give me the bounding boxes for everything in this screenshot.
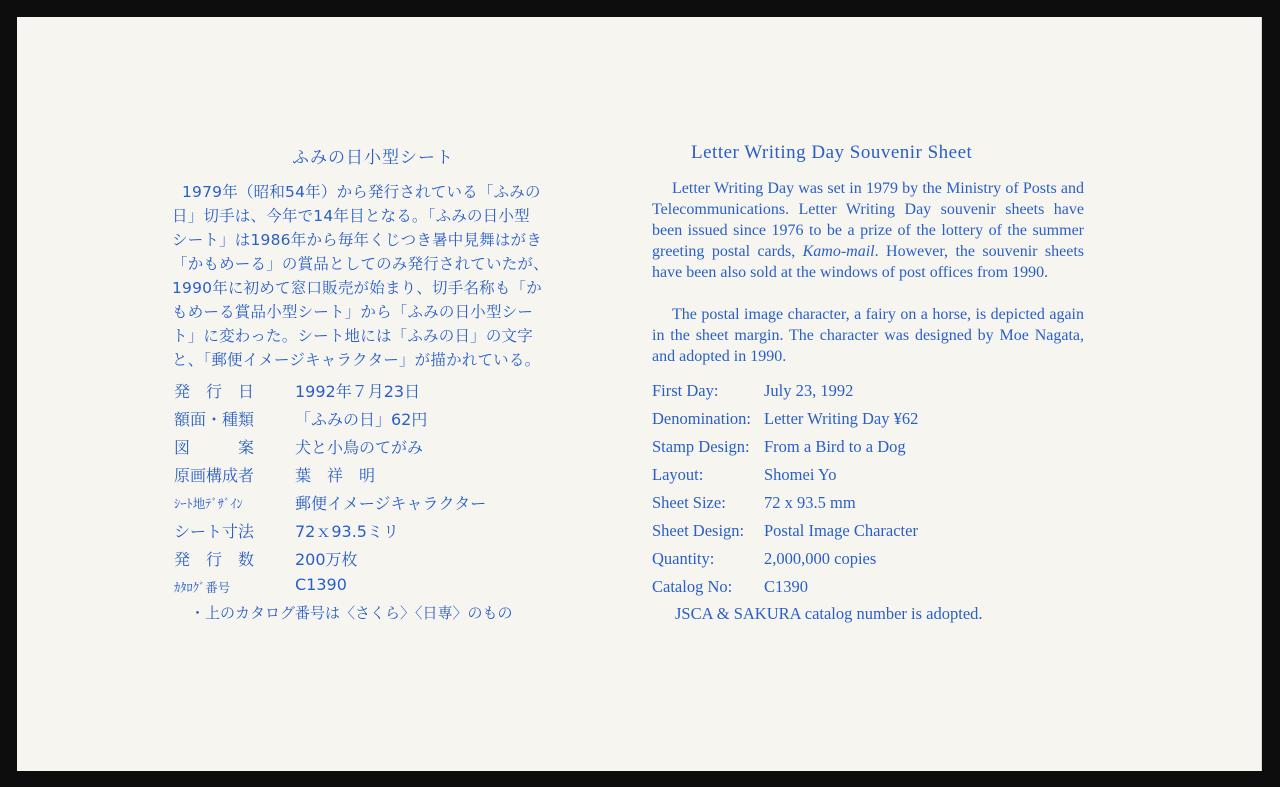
jp-paragraph-line: ト」に変わった。シート地には「ふみの日」の文字 bbox=[172, 327, 533, 345]
en-value-quantity: 2,000,000 copies bbox=[764, 549, 877, 568]
jp-label-sheet-size: シート寸法 bbox=[174, 522, 255, 541]
jp-title: ふみの日小型シート bbox=[292, 148, 454, 168]
en-value-first-day: July 23, 1992 bbox=[764, 381, 854, 400]
en-value-denomination: Letter Writing Day ¥62 bbox=[764, 409, 919, 428]
en-value-sheet-size: 72 x 93.5 mm bbox=[764, 493, 856, 512]
jp-label-denomination: 額面・種類 bbox=[174, 410, 255, 429]
en-paragraph-1-italic: Kamo-mail bbox=[802, 242, 875, 260]
en-paragraph-1-start: Letter Writing Day was set in 1979 by the Ministry of Posts and Telecommunications. Letter Writing Day souvenir sheets have been issued since 1976 to be a prize of the lottery of the summer greeting postal cards, bbox=[652, 180, 1084, 260]
en-label-first-day: First Day: bbox=[652, 381, 719, 400]
jp-label-first-day: 発 行 日 bbox=[174, 382, 255, 401]
en-paragraph-2: The postal image character, a fairy on a horse, is depicted again in the sheet margin. The character was designed by Moe Nagata, and adopted in 1990. bbox=[652, 306, 1084, 365]
jp-value-catalog: C1390 bbox=[295, 575, 347, 594]
en-label-denomination: Denomination: bbox=[652, 409, 751, 428]
jp-paragraph-line: 1979年（昭和54年）から発行されている「ふみの bbox=[182, 183, 541, 201]
en-value-layout: Shomei Yo bbox=[764, 465, 837, 484]
en-paragraph-1-end: . However, the souvenir sheets have been also sold at the windows of post offices from 1990. bbox=[652, 242, 1084, 281]
jp-value-layout: 葉 祥 明 bbox=[295, 466, 376, 485]
en-label-catalog: Catalog No: bbox=[652, 577, 733, 596]
en-value-catalog: C1390 bbox=[764, 577, 809, 596]
en-value-stamp-design: From a Bird to a Dog bbox=[764, 437, 906, 456]
jp-value-sheet-design: 郵便イメージキャラクター bbox=[295, 494, 487, 513]
en-paragraph-1 bbox=[652, 179, 1084, 284]
jp-paragraph-line: 1990年に初めて窓口販売が始まり、切手名称も「か bbox=[172, 279, 542, 297]
jp-label-catalog: ｶﾀﾛｸﾞ番号 bbox=[174, 580, 231, 595]
jp-value-quantity: 200万枚 bbox=[295, 550, 358, 569]
en-label-sheet-design: Sheet Design: bbox=[652, 521, 745, 540]
en-title: Letter Writing Day Souvenir Sheet bbox=[691, 142, 973, 163]
jp-value-design: 犬と小鳥のてがみ bbox=[295, 438, 424, 457]
jp-label-sheet-design: ｼｰﾄ地ﾃﾞｻﾞｲﾝ bbox=[174, 496, 243, 511]
jp-value-denomination: 「ふみの日」62円 bbox=[295, 410, 428, 429]
jp-value-first-day: 1992年７月23日 bbox=[295, 382, 421, 401]
jp-paragraph-line: 「かもめーる」の賞品としてのみ発行されていたが、 bbox=[172, 255, 549, 273]
jp-paragraph-line: と、「郵便イメージキャラクター」が描かれている。 bbox=[172, 351, 541, 369]
jp-paragraph-line: シート」は1986年から毎年くじつき暑中見舞はがき bbox=[172, 231, 542, 249]
en-label-quantity: Quantity: bbox=[652, 549, 715, 568]
en-label-layout: Layout: bbox=[652, 465, 704, 484]
en-value-sheet-design: Postal Image Character bbox=[764, 521, 918, 540]
jp-label-layout: 原画構成者 bbox=[174, 466, 255, 485]
en-label-stamp-design: Stamp Design: bbox=[652, 437, 750, 456]
jp-paragraph-line: 日」切手は、今年で14年目となる。「ふみの日小型 bbox=[172, 207, 530, 225]
jp-label-quantity: 発 行 数 bbox=[174, 550, 255, 569]
jp-label-design: 図 案 bbox=[174, 438, 255, 457]
en-catalog-note: JSCA & SAKURA catalog number is adopted. bbox=[675, 604, 983, 623]
jp-paragraph-line: もめーる賞品小型シート」から「ふみの日小型シー bbox=[172, 303, 534, 321]
jp-catalog-note: ・上のカタログ番号は〈さくら〉〈日専〉のもの bbox=[190, 604, 513, 622]
en-label-sheet-size: Sheet Size: bbox=[652, 493, 726, 512]
jp-value-sheet-size: 72ｘ93.5ミリ bbox=[295, 522, 399, 541]
